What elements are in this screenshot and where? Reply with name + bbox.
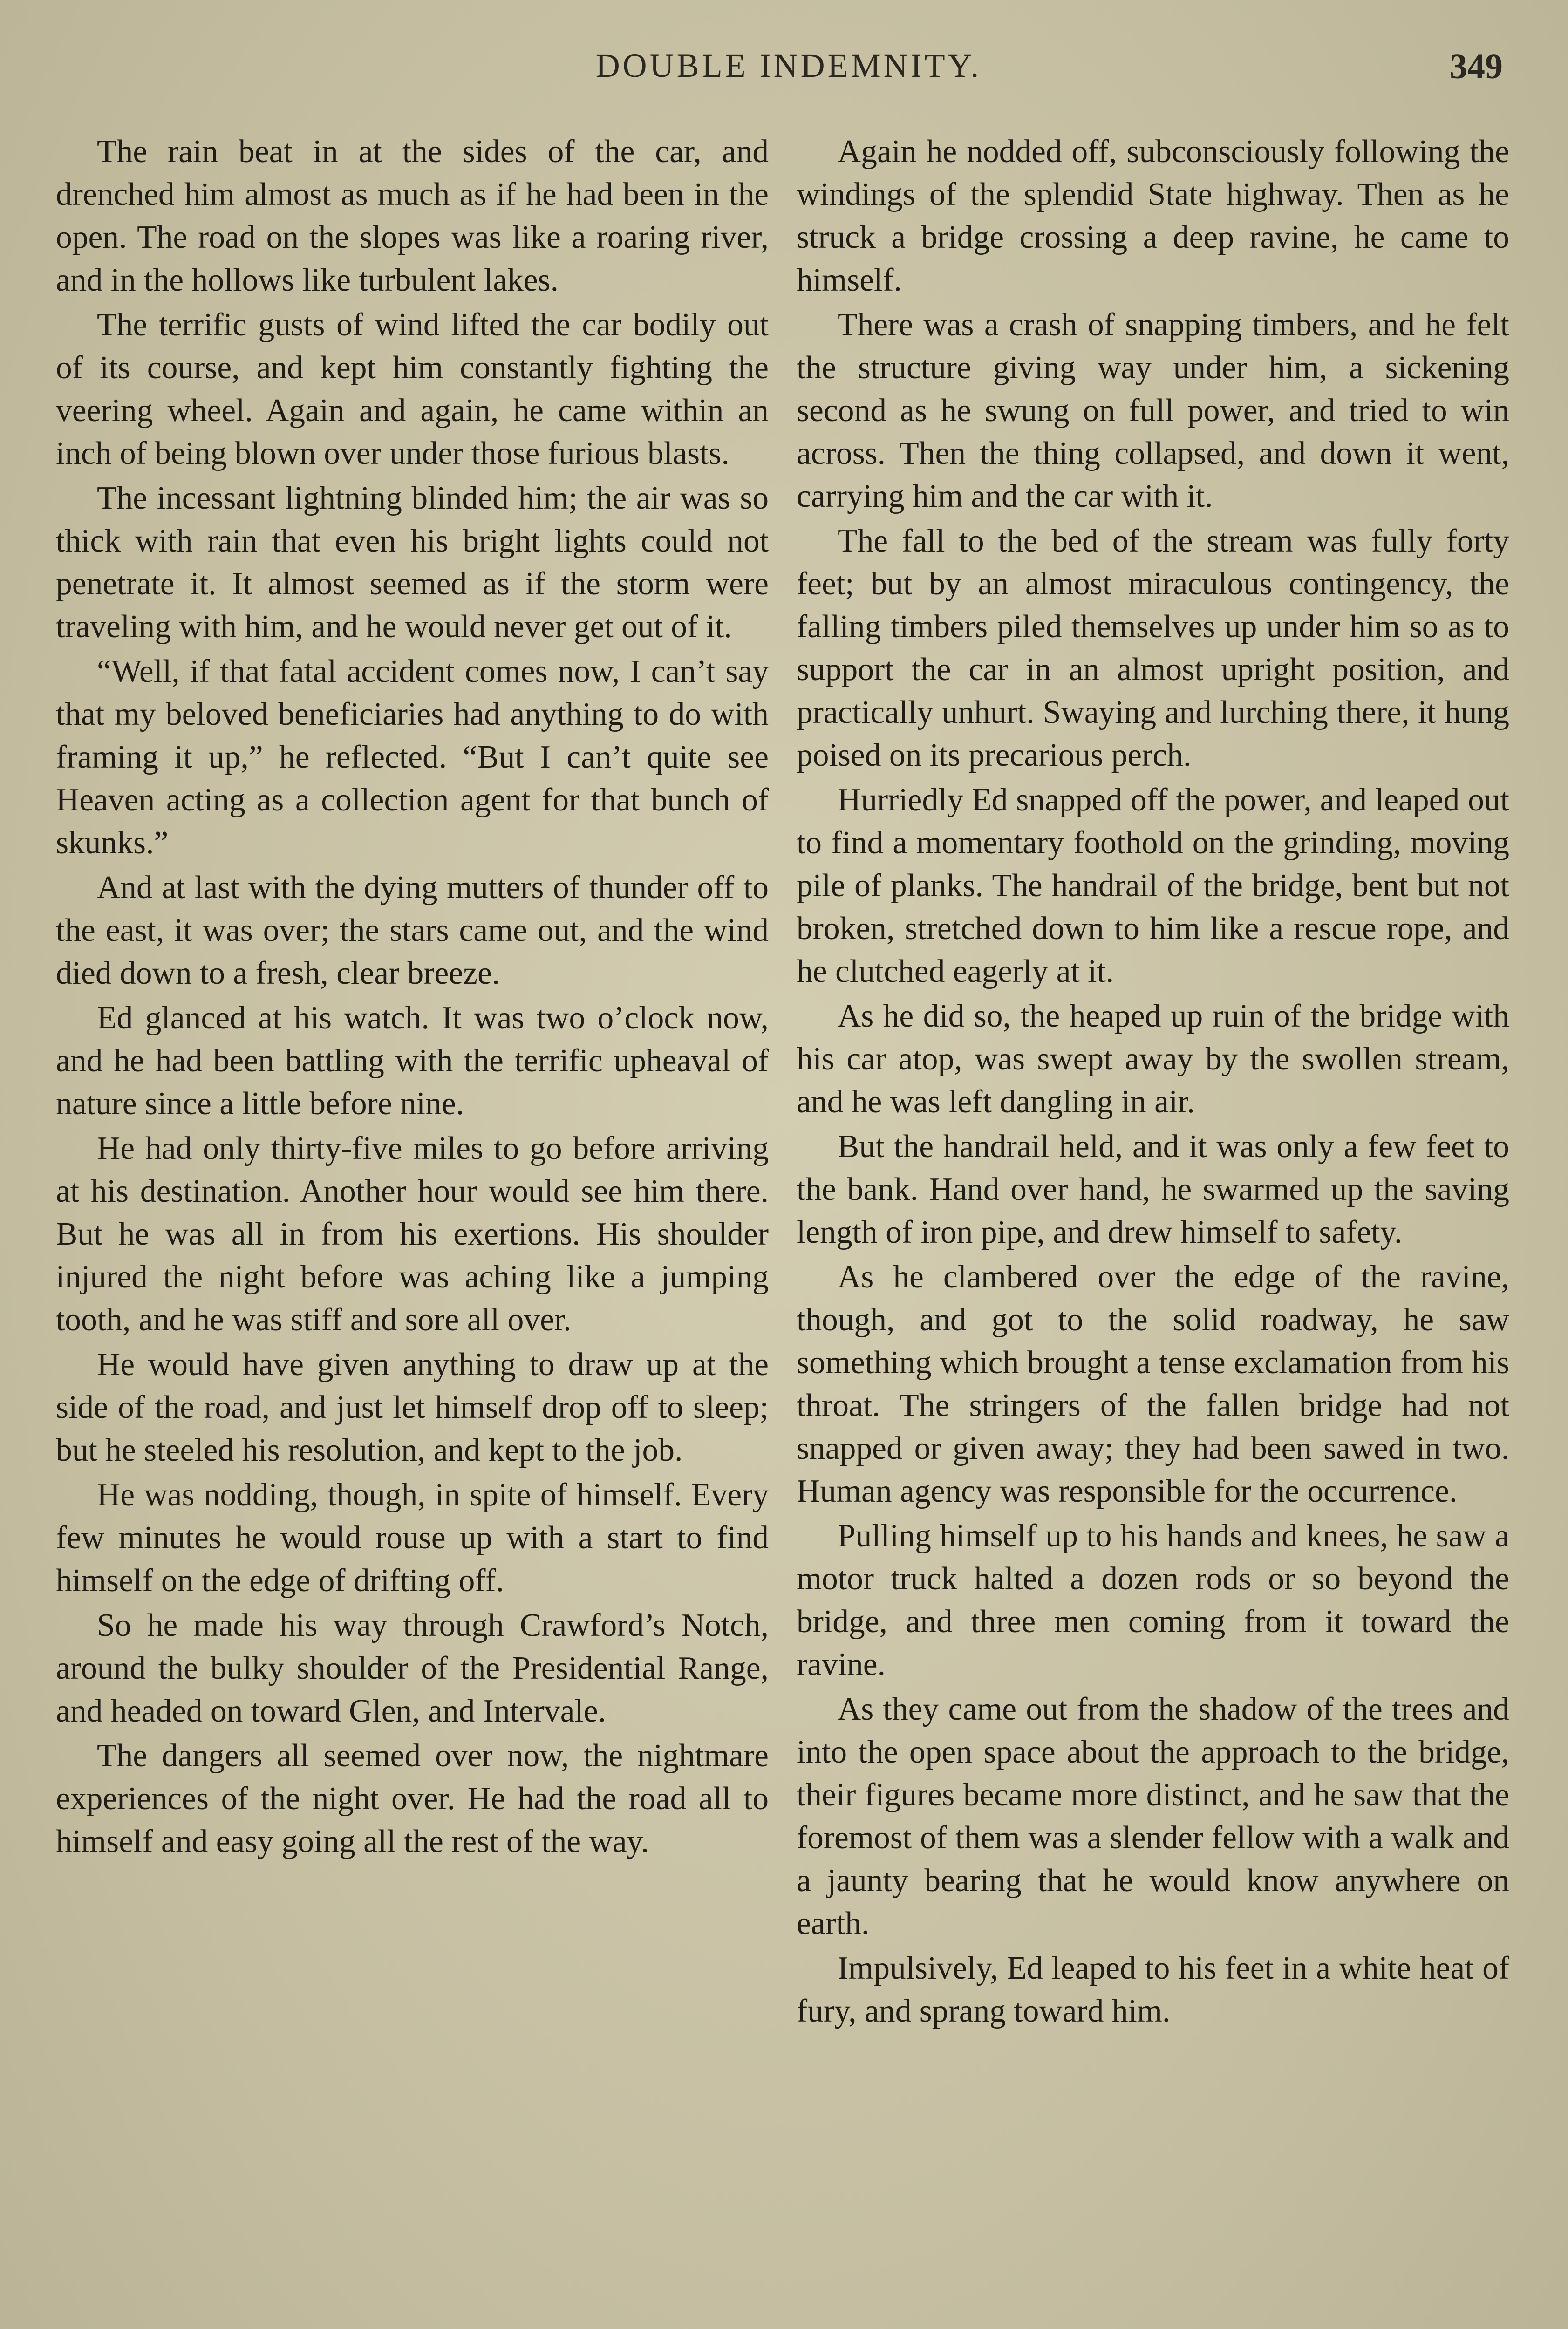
paragraph: The terrific gusts of wind lifted the car bodily out of its course, and kept him constantly fighting the veering wheel. Again and again, he came within an inch of being blown over under those furious blasts.	[56, 307, 769, 471]
right-column	[797, 130, 1509, 2329]
page-number: 349	[1450, 47, 1503, 86]
paragraph: The incessant lightning blinded him; the air was so thick with rain that even his bright lights could not penetrate it. It almost seemed as if the storm were traveling with him, and he would never get out of it.	[56, 480, 769, 645]
page-header	[61, 47, 1517, 98]
paragraph: He had only thirty-five miles to go before arriving at his destination. Another hour would see him there. But he was all in from his exertions. His shoulder injured the night before was aching like a jumping tooth, and he was stiff and sore all over.	[56, 1130, 769, 1338]
paragraph: But the handrail held, and it was only a few feet to the bank. Hand over hand, he swarmed up the saving length of iron pipe, and drew himself to safety.	[797, 1129, 1509, 1250]
paragraph: Again he nodded off, subconsciously following the windings of the splendid State highway. Then as he struck a bridge crossing a deep ravine, he came to himself.	[797, 134, 1509, 298]
paragraph: The dangers all seemed over now, the nightmare experiences of the night over. He had the road all to himself and easy going all the rest of the way.	[56, 1738, 769, 1859]
paragraph: Impulsively, Ed leaped to his feet in a white heat of fury, and sprang toward him.	[797, 1950, 1509, 2029]
paragraph: As they came out from the shadow of the trees and into the open space about the approach to the bridge, their figures became more distinct, and he saw that the foremost of them was a slender fellow with a walk and a jaunty bearing that he would know anywhere on earth.	[797, 1691, 1509, 1941]
paragraph: As he did so, the heaped up ruin of the bridge with his car atop, was swept away by the swollen stream, and he was left dangling in air.	[797, 998, 1509, 1120]
paragraph: The fall to the bed of the stream was fully forty feet; but by an almost miraculous contingency, the falling timbers piled themselves up under him so as to support the car in an almost upright position, and practically unhurt. Swaying and lurching there, it hung poised on its precarious perch.	[797, 523, 1509, 773]
running-title: DOUBLE INDEMNITY.	[595, 47, 982, 84]
paragraph: Ed glanced at his watch. It was two o’clock now, and he had been battling with the terrific upheaval of nature since a little before nine.	[56, 1000, 769, 1122]
paragraph: He would have given anything to draw up at the side of the road, and just let himself drop off to sleep; but he steeled his resolution, and kept to the job.	[56, 1347, 769, 1468]
paragraph: “Well, if that fatal accident comes now, I can’t say that my beloved beneficiaries had anything to do with framing it up,” he reflected. “But I can’t quite see Heaven acting as a collection agent for that bunch of skunks.”	[56, 654, 769, 861]
text-columns	[56, 130, 1509, 2329]
paragraph: As he clambered over the edge of the ravine, though, and got to the solid roadway, he saw something which brought a tense exclamation from his throat. The stringers of the fallen bridge had not snapped or given away; they had been sawed in two. Human agency was responsible for the occurrence.	[797, 1259, 1509, 1509]
paragraph: He was nodding, though, in spite of himself. Every few minutes he would rouse up with a start to find himself on the edge of drifting off.	[56, 1477, 769, 1599]
paragraph: And at last with the dying mutters of thunder off to the east, it was over; the stars came out, and the wind died down to a fresh, clear breeze.	[56, 870, 769, 991]
paragraph: So he made his way through Crawford’s Notch, around the bulky shoulder of the Presidential Range, and headed on toward Glen, and Intervale.	[56, 1607, 769, 1729]
paragraph: Pulling himself up to his hands and knees, he saw a motor truck halted a dozen rods or so beyond the bridge, and three men coming from it toward the ravine.	[797, 1518, 1509, 1682]
left-column	[56, 130, 769, 2329]
paragraph: Hurriedly Ed snapped off the power, and leaped out to find a momentary foothold on the grinding, moving pile of planks. The handrail of the bridge, bent but not broken, stretched down to him like a rescue rope, and he clutched eagerly at it.	[797, 782, 1509, 989]
paragraph: There was a crash of snapping timbers, and he felt the structure giving way under him, a sickening second as he swung on full power, and tried to win across. Then the thing collapsed, and down it went, carrying him and the car with it.	[797, 307, 1509, 514]
paragraph: The rain beat in at the sides of the car, and drenched him almost as much as if he had been in the open. The road on the slopes was like a roaring river, and in the hollows like turbulent lakes.	[56, 134, 769, 298]
